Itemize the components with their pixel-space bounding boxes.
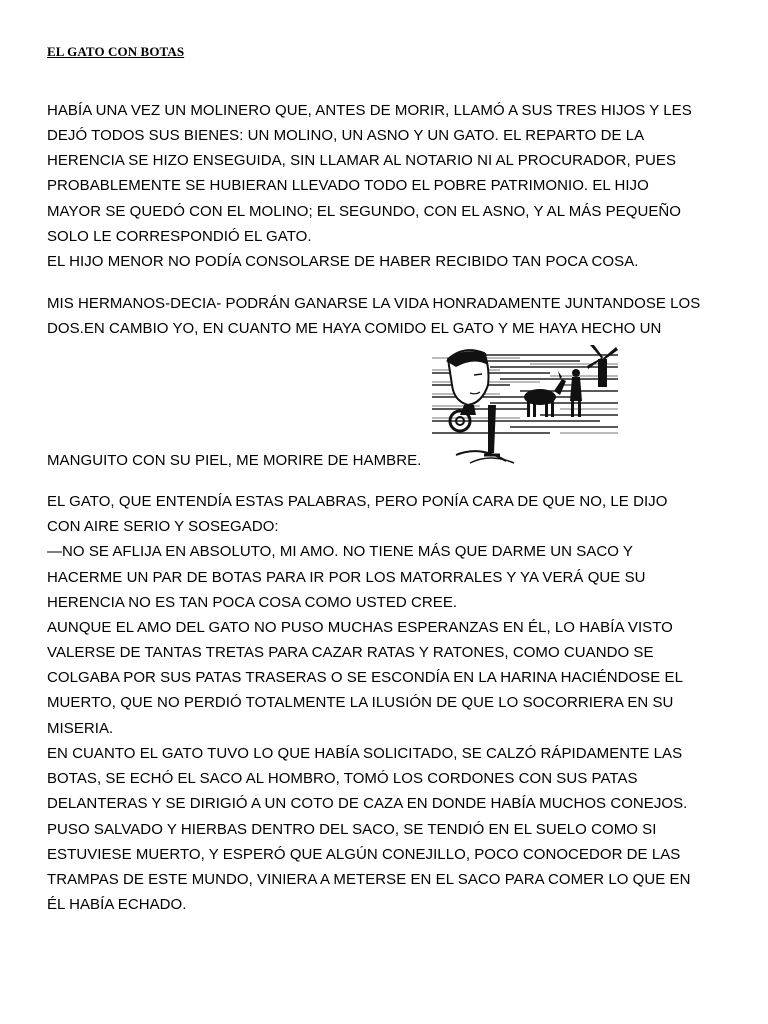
paragraph-line: BOTAS, SE ECHÓ EL SACO AL HOMBRO, TOMÓ LOS CORDONES CON SUS PATAS [47, 770, 638, 787]
paragraph-line: TRAMPAS DE ESTE MUNDO, VINIERA A METERSE EN EL SACO PARA COMER LO QUE EN [47, 871, 691, 888]
paragraph-line: PUSO SALVADO Y HIERBAS DENTRO DEL SACO, SE TENDIÓ EN EL SUELO COMO SI [47, 821, 657, 838]
paragraph-line: MAYOR SE QUEDÓ CON EL MOLINO; EL SEGUNDO, CON EL ASNO, Y AL MÁS PEQUEÑO [47, 203, 681, 220]
paragraph-line: EL GATO, QUE ENTENDÍA ESTAS PALABRAS, PERO PONÍA CARA DE QUE NO, LE DIJO [47, 493, 668, 510]
paragraph-line: MISERIA. [47, 720, 114, 737]
paragraph-line: MIS HERMANOS-DECIA- PODRÁN GANARSE LA VIDA HONRADAMENTE JUNTANDOSE LOS [47, 295, 701, 312]
paragraph-line: HERENCIA SE HIZO ENSEGUIDA, SIN LLAMAR AL NOTARIO NI AL PROCURADOR, PUES [47, 152, 677, 169]
paragraph-line: DOS.EN CAMBIO YO, EN CUANTO ME HAYA COMIDO EL GATO Y ME HAYA HECHO UN [47, 320, 662, 337]
paragraph-line: CON AIRE SERIO Y SOSEGADO: [47, 518, 279, 535]
paragraph-line: MANGUITO CON SU PIEL, ME MORIRE DE HAMBRE. [47, 452, 422, 469]
paragraph-line: DELANTERAS Y SE DIRIGIÓ A UN COTO DE CAZA EN DONDE HABÍA MUCHOS CONEJOS. [47, 795, 688, 812]
paragraph-line: EN CUANTO EL GATO TUVO LO QUE HABÍA SOLICITADO, SE CALZÓ RÁPIDAMENTE LAS [47, 745, 683, 762]
paragraph-line: AUNQUE EL AMO DEL GATO NO PUSO MUCHAS ESPERANZAS EN ÉL, LO HABÍA VISTO [47, 619, 673, 636]
paragraph-line: VALERSE DE TANTAS TRETAS PARA CAZAR RATAS Y RATONES, COMO CUANDO SE [47, 644, 654, 661]
paragraph-line: SOLO LE CORRESPONDIÓ EL GATO. [47, 228, 312, 245]
paragraph-line: HABÍA UNA VEZ UN MOLINERO QUE, ANTES DE MORIR, LLAMÓ A SUS TRES HIJOS Y LES [47, 102, 692, 119]
paragraph-line: HERENCIA NO ES TAN POCA COSA COMO USTED CREE. [47, 594, 458, 611]
paragraph-line: DEJÓ TODOS SUS BIENES: UN MOLINO, UN ASNO Y UN GATO. EL REPARTO DE LA [47, 127, 645, 144]
boy-donkey-windmill-illustration-icon [430, 345, 620, 467]
paragraph-line: EL HIJO MENOR NO PODÍA CONSOLARSE DE HABER RECIBIDO TAN POCA COSA. [47, 253, 639, 270]
paragraph-line: PROBABLEMENTE SE HUBIERAN LLEVADO TODO EL POBRE PATRIMONIO. EL HIJO [47, 177, 649, 194]
paragraph-line: MUERTO, QUE NO PERDIÓ TOTALMENTE LA ILUSIÓN DE QUE LO SOCORRIERA EN SU [47, 694, 674, 711]
paragraph-line: ESTUVIESE MUERTO, Y ESPERÓ QUE ALGÚN CONEJILLO, POCO CONOCEDOR DE LAS [47, 846, 681, 863]
paragraph-line: COLGABA POR SUS PATAS TRASERAS O SE ESCONDÍA EN LA HARINA HACIÉNDOSE EL [47, 669, 683, 686]
page-title: EL GATO CON BOTAS [47, 44, 185, 59]
paragraph-line: HACERME UN PAR DE BOTAS PARA IR POR LOS MATORRALES Y YA VERÁ QUE SU [47, 569, 646, 586]
paragraph-line: ÉL HABÍA ECHADO. [47, 896, 187, 913]
paragraph-line: —NO SE AFLIJA EN ABSOLUTO, MI AMO. NO TIENE MÁS QUE DARME UN SACO Y [47, 543, 633, 560]
